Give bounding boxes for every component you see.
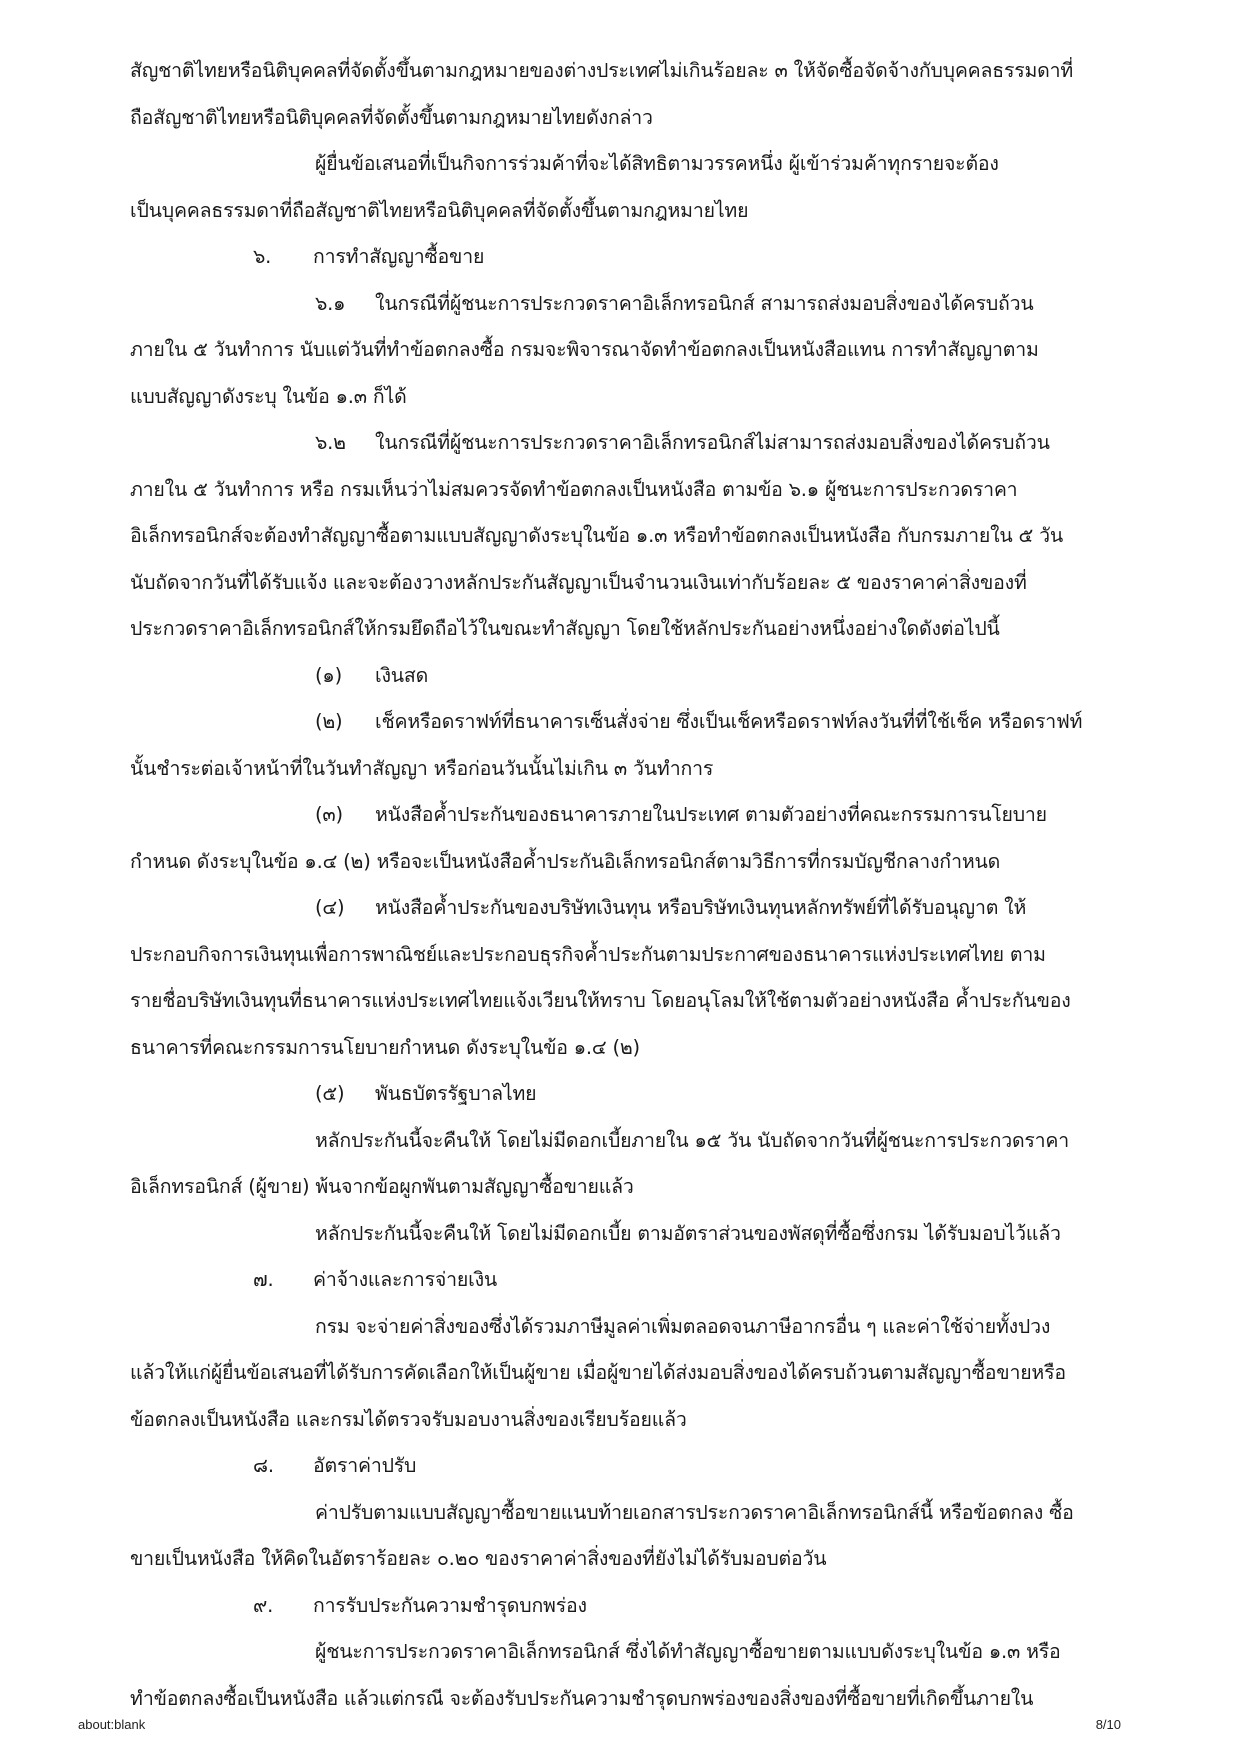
text-line <box>130 978 1130 1025</box>
line-text: การทำสัญญาซื้อขาย <box>313 245 485 268</box>
line-text: พันธบัตรรัฐบาลไทย <box>375 1082 537 1105</box>
document-body <box>130 48 1130 1722</box>
line-text: ภายใน ๕ วันทำการ หรือ กรมเห็นว่าไม่สมควรจัดทำข้อตกลงเป็นหนังสือ ตามข้อ ๖.๑ ผู้ชนะการประกวดราคา <box>130 477 1018 501</box>
text-line <box>130 606 1130 653</box>
text-line <box>130 1211 1130 1258</box>
line-text: หลักประกันนี้จะคืนให้ โดยไม่มีดอกเบี้ยภายใน ๑๕ วัน นับถัดจากวันที่ผู้ชนะการประกวดราคา <box>315 1128 1070 1152</box>
line-text: ถือสัญชาติไทยหรือนิติบุคคลที่จัดตั้งขึ้นตามกฎหมายไทยดังกล่าว <box>130 105 653 129</box>
footer-url: about:blank <box>78 1717 146 1732</box>
text-line <box>130 1025 1130 1072</box>
text-line <box>130 653 1130 700</box>
line-text: สัญชาติไทยหรือนิติบุคคลที่จัดตั้งขึ้นตามกฎหมายของต่างประเทศไม่เกินร้อยละ ๓ ให้จัดซื้อจัดจ้างกับบุคคลธรรมดาที่ <box>130 59 1074 82</box>
line-text: ในกรณีที่ผู้ชนะการประกวดราคาอิเล็กทรอนิกส์ สามารถส่งมอบสิ่งของได้ครบถ้วน <box>375 291 1034 315</box>
clause-number: (๕) <box>315 1082 345 1105</box>
clause-number: (๔) <box>315 896 345 919</box>
text-line <box>130 699 1130 746</box>
line-text: ค่าจ้างและการจ่ายเงิน <box>313 1268 498 1291</box>
text-line <box>130 327 1130 374</box>
text-line <box>130 1443 1130 1490</box>
text-line <box>130 1536 1130 1583</box>
text-line <box>130 1257 1130 1304</box>
clause-number: (๓) <box>315 803 343 826</box>
text-line <box>130 560 1130 607</box>
line-text: เช็คหรือดราฟท์ที่ธนาคารเซ็นสั่งจ่าย ซึ่งเป็นเช็คหรือดราฟท์ลงวันที่ที่ใช้เช็ค หรือดราฟท์ <box>375 710 1083 733</box>
line-text: นับถัดจากวันที่ได้รับแจ้ง และจะต้องวางหลักประกันสัญญาเป็นจำนวนเงินเท่ากับร้อยละ ๕ ของราคาค่าสิ่งของที่ <box>130 570 1027 594</box>
text-line <box>130 420 1130 467</box>
line-text: ทำข้อตกลงซื้อเป็นหนังสือ แล้วแต่กรณี จะต้องรับประกันความชำรุดบกพร่องของสิ่งของที่ซื้อขายที่เกิดขึ้นภายใน <box>130 1686 1034 1710</box>
line-text: กรม จะจ่ายค่าสิ่งของซึ่งได้รวมภาษีมูลค่าเพิ่มตลอดจนภาษีอากรอื่น ๆ และค่าใช้จ่ายทั้งปวง <box>315 1314 1051 1338</box>
line-text: นั้นชำระต่อเจ้าหน้าที่ในวันทำสัญญา หรือก่อนวันนั้นไม่เกิน ๓ วันทำการ <box>130 756 714 780</box>
clause-number: (๒) <box>315 710 343 733</box>
text-line <box>130 1350 1130 1397</box>
line-text: ผู้ยื่นข้อเสนอที่เป็นกิจการร่วมค้าที่จะได้สิทธิตามวรรคหนึ่ง ผู้เข้าร่วมค้าทุกรายจะต้อง <box>315 152 999 175</box>
text-line <box>130 281 1130 328</box>
line-text: รายชื่อบริษัทเงินทุนที่ธนาคารแห่งประเทศไทยแจ้งเวียนให้ทราบ โดยอนุโลมให้ใช้ตามตัวอย่างหนังสือ ค้ำประกันของ <box>130 989 1071 1012</box>
text-line <box>130 1397 1130 1444</box>
clause-number: (๑) <box>315 663 342 687</box>
line-text: ขายเป็นหนังสือ ให้คิดในอัตราร้อยละ ๐.๒๐ ของราคาค่าสิ่งของที่ยังไม่ได้รับมอบต่อวัน <box>130 1547 827 1570</box>
text-line <box>130 188 1130 235</box>
line-text: ประกอบกิจการเงินทุนเพื่อการพาณิชย์และประกอบธุรกิจค้ำประกันตามประกาศของธนาคารแห่งประเทศไทย ตาม <box>130 942 1046 966</box>
text-line <box>130 1676 1130 1723</box>
line-text: ผู้ชนะการประกวดราคาอิเล็กทรอนิกส์ ซึ่งได้ทำสัญญาซื้อขายตามแบบดังระบุในข้อ ๑.๓ หรือ <box>315 1640 1061 1663</box>
clause-number: ๖.๒ <box>315 431 346 454</box>
text-line <box>130 1164 1130 1211</box>
line-text: หลักประกันนี้จะคืนให้ โดยไม่มีดอกเบี้ย ตามอัตราส่วนของพัสดุที่ซื้อซึ่งกรม ได้รับมอบไว้แล้ว <box>315 1221 1061 1245</box>
line-text: แบบสัญญาดังระบุ ในข้อ ๑.๓ ก็ได้ <box>130 384 407 408</box>
line-text: แล้วให้แก่ผู้ยื่นข้อเสนอที่ได้รับการคัดเลือกให้เป็นผู้ขาย เมื่อผู้ขายได้ส่งมอบสิ่งของได้ครบถ้วนตามสัญญาซื้อขายหรือ <box>130 1361 1066 1384</box>
text-line <box>130 932 1130 979</box>
text-line <box>130 885 1130 932</box>
text-line <box>130 1118 1130 1165</box>
text-line <box>130 374 1130 421</box>
line-text: หนังสือค้ำประกันของบริษัทเงินทุน หรือบริษัทเงินทุนหลักทรัพย์ที่ได้รับอนุญาต ให้ <box>375 896 1027 919</box>
line-text: หนังสือค้ำประกันของธนาคารภายในประเทศ ตามตัวอย่างที่คณะกรรมการนโยบาย <box>375 803 1047 826</box>
line-text: ภายใน ๕ วันทำการ นับแต่วันที่ทำข้อตกลงซื้อ กรมจะพิจารณาจัดทำข้อตกลงเป็นหนังสือแทน การทำสัญญาตาม <box>130 338 1039 361</box>
text-line <box>130 1490 1130 1537</box>
text-line <box>130 141 1130 188</box>
text-line <box>130 746 1130 793</box>
line-text: ประกวดราคาอิเล็กทรอนิกส์ให้กรมยึดถือไว้ในขณะทำสัญญา โดยใช้หลักประกันอย่างหนึ่งอย่างใดดังต่อไปนี้ <box>130 617 1000 640</box>
line-text: ธนาคารที่คณะกรรมการนโยบายกำหนด ดังระบุในข้อ ๑.๔ (๒) <box>130 1035 640 1059</box>
line-text: ค่าปรับตามแบบสัญญาซื้อขายแนบท้ายเอกสารประกวดราคาอิเล็กทรอนิกส์นี้ หรือข้อตกลง ซื้อ <box>315 1500 1074 1524</box>
clause-number: ๖. <box>253 245 272 268</box>
page-number: 8/10 <box>1095 1717 1121 1732</box>
clause-number: ๖.๑ <box>315 291 346 315</box>
line-text: อิเล็กทรอนิกส์ (ผู้ขาย) พ้นจากข้อผูกพันตามสัญญาซื้อขายแล้ว <box>130 1175 634 1198</box>
line-text: กำหนด ดังระบุในข้อ ๑.๔ (๒) หรือจะเป็นหนังสือค้ำประกันอิเล็กทรอนิกส์ตามวิธีการที่กรมบัญชีกลางกำหนด <box>130 849 1001 873</box>
line-text: การรับประกันความชำรุดบกพร่อง <box>313 1593 587 1617</box>
clause-number: ๘. <box>253 1454 274 1477</box>
line-text: ข้อตกลงเป็นหนังสือ และกรมได้ตรวจรับมอบงานสิ่งของเรียบร้อยแล้ว <box>130 1407 687 1431</box>
text-line <box>130 1583 1130 1630</box>
text-line <box>130 839 1130 886</box>
text-line <box>130 467 1130 514</box>
text-line <box>130 1071 1130 1118</box>
text-line <box>130 513 1130 560</box>
line-text: อัตราค่าปรับ <box>313 1454 417 1477</box>
line-text: ในกรณีที่ผู้ชนะการประกวดราคาอิเล็กทรอนิกส์ไม่สามารถส่งมอบสิ่งของได้ครบถ้วน <box>375 431 1050 454</box>
clause-number: ๙. <box>253 1593 274 1617</box>
clause-number: ๗. <box>253 1268 274 1291</box>
text-line <box>130 48 1130 95</box>
text-line <box>130 95 1130 142</box>
line-text: เป็นบุคคลธรรมดาที่ถือสัญชาติไทยหรือนิติบุคคลที่จัดตั้งขึ้นตามกฎหมายไทย <box>130 198 749 222</box>
text-line <box>130 792 1130 839</box>
text-line <box>130 1304 1130 1351</box>
text-line <box>130 1629 1130 1676</box>
line-text: เงินสด <box>375 663 429 687</box>
text-line <box>130 234 1130 281</box>
line-text: อิเล็กทรอนิกส์จะต้องทำสัญญาซื้อตามแบบสัญญาดังระบุในข้อ ๑.๓ หรือทำข้อตกลงเป็นหนังสือ กับกรมภายใน ๕ วัน <box>130 524 1063 547</box>
